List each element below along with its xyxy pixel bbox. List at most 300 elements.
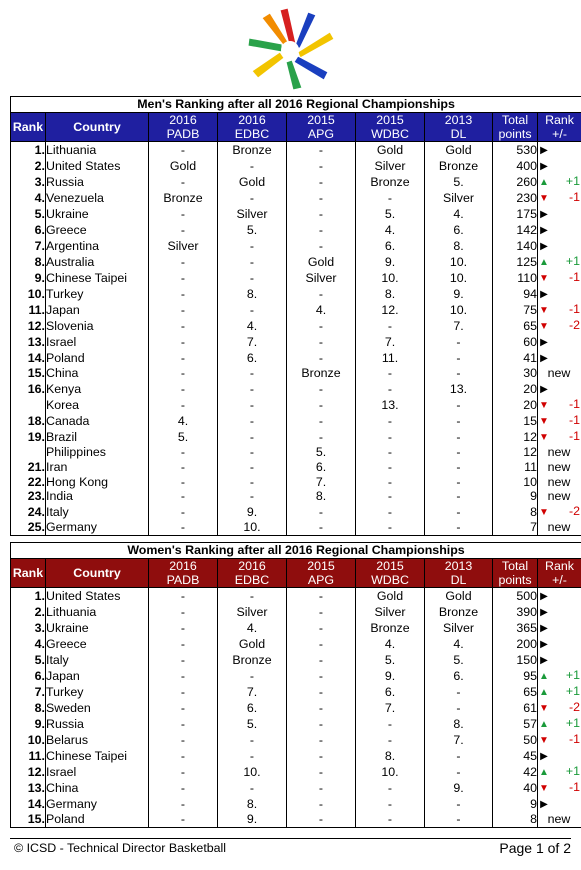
wdbc-cell: - [356,716,425,732]
wdbc-cell: 5. [356,652,425,668]
total-points-header: Total points [493,112,538,141]
table-row [11,520,581,535]
wdbc-cell: - [356,504,425,520]
dl-cell: 7. [425,318,493,334]
rank-cell: 11. [11,302,46,318]
new-entry-label: new [547,489,571,504]
dl-cell: 5. [425,174,493,190]
table-row [11,764,581,780]
rank-change-cell [538,206,581,222]
edbc-cell: Bronze [218,652,287,668]
men-ranking-table [10,96,581,536]
total-points-cell: 390 [493,604,538,620]
rank-change-cell [538,748,581,764]
country-cell: Australia [46,254,149,270]
rank-change-cell [538,668,581,684]
padb-cell: - [149,334,218,350]
country-cell: Philippines [46,445,149,460]
wdbc-cell: - [356,190,425,206]
rank-change-cell [538,520,581,535]
rank-change-cell [538,587,581,604]
rank-cell: 6. [11,222,46,238]
right-triangle-icon: ▶ [540,383,548,395]
padb-cell: - [149,764,218,780]
total-points-cell: 175 [493,206,538,222]
apg-cell: - [287,604,356,620]
rank-change-cell [538,445,581,460]
rank-cell: 11. [11,748,46,764]
wdbc-cell: Bronze [356,174,425,190]
wdbc-cell: Silver [356,604,425,620]
women-ranking-table [10,542,581,828]
total-points-cell: 30 [493,366,538,381]
total-points-cell: 140 [493,238,538,254]
wdbc-cell: Bronze [356,620,425,636]
padb-cell: - [149,620,218,636]
table-row [11,254,581,270]
down-triangle-icon: ▼ [539,702,549,714]
padb-cell: - [149,270,218,286]
country-header: Country [46,558,149,587]
dl-cell: 7. [425,732,493,748]
apg-cell: - [287,413,356,429]
country-cell: Slovenia [46,318,149,334]
down-triangle-icon: ▼ [539,399,549,411]
apg-cell: - [287,764,356,780]
rank-change-cell [538,796,581,812]
edbc-cell: - [218,780,287,796]
down-triangle-icon: ▼ [539,320,549,332]
padb-cell: - [149,700,218,716]
down-triangle-icon: ▼ [539,734,549,746]
total-points-cell: 15 [493,413,538,429]
dl-cell: 10. [425,302,493,318]
wdbc-cell: 8. [356,286,425,302]
edbc-cell: - [218,158,287,174]
country-cell: Chinese Taipei [46,748,149,764]
apg-header: 2015 APG [287,112,356,141]
right-triangle-icon: ▶ [540,590,548,602]
edbc-cell: 4. [218,620,287,636]
rank-change-cell [538,764,581,780]
edbc-cell: - [218,459,287,474]
wdbc-cell: 8. [356,748,425,764]
table-row [11,206,581,222]
padb-cell: - [149,812,218,827]
total-points-cell: 12 [493,445,538,460]
wdbc-cell: - [356,780,425,796]
rank-change-cell [538,489,581,504]
edbc-cell: - [218,587,287,604]
rank-cell: 23. [11,489,46,504]
dl-cell: - [425,700,493,716]
rank-change-cell [538,302,581,318]
edbc-cell: - [218,270,287,286]
rank-cell: 12. [11,764,46,780]
country-cell: China [46,780,149,796]
dl-cell: - [425,796,493,812]
rank-change-cell [538,413,581,429]
rank-change-header: Rank +/- [538,558,581,587]
up-triangle-icon: ▲ [539,176,549,188]
dl-cell: - [425,429,493,445]
table-row [11,748,581,764]
rank-change-value: -1 [568,301,580,316]
rank-cell: 18. [11,413,46,429]
edbc-cell: - [218,238,287,254]
footer-copyright: © ICSD - Technical Director Basketball [14,841,227,855]
apg-cell: - [287,286,356,302]
total-points-cell: 65 [493,318,538,334]
total-points-header: Total points [493,558,538,587]
rank-cell: 5. [11,206,46,222]
edbc-cell: Silver [218,206,287,222]
men-header-row [11,112,581,141]
right-triangle-icon: ▶ [540,352,548,364]
table-row [11,716,581,732]
padb-cell: Silver [149,238,218,254]
rank-cell: 4. [11,190,46,206]
padb-cell: - [149,141,218,158]
rank-cell: 21. [11,459,46,474]
edbc-cell: Silver [218,604,287,620]
apg-cell: - [287,668,356,684]
right-triangle-icon: ▶ [540,208,548,220]
padb-cell: - [149,318,218,334]
wdbc-cell: 6. [356,684,425,700]
apg-cell: 6. [287,459,356,474]
dl-cell: - [425,413,493,429]
rank-change-value: -1 [568,412,580,427]
table-row [11,652,581,668]
country-cell: Poland [46,350,149,366]
wdbc-cell: 9. [356,254,425,270]
table-row [11,318,581,334]
table-row [11,668,581,684]
table-row [11,286,581,302]
country-cell: Japan [46,668,149,684]
rank-change-cell [538,397,581,413]
padb-cell: - [149,381,218,397]
rank-cell: 24. [11,504,46,520]
edbc-cell: 5. [218,222,287,238]
rank-cell: 6. [11,668,46,684]
dl-cell: Gold [425,587,493,604]
padb-cell: - [149,350,218,366]
country-cell: Russia [46,174,149,190]
total-points-cell: 9 [493,489,538,504]
apg-cell: 7. [287,474,356,489]
wdbc-header: 2015 WDBC [356,112,425,141]
table-row [11,700,581,716]
total-points-cell: 12 [493,429,538,445]
edbc-cell: - [218,748,287,764]
rank-change-value: -1 [568,428,580,443]
table-row [11,190,581,206]
right-triangle-icon: ▶ [540,240,548,252]
rank-header: Rank [11,112,46,141]
rank-cell: 12. [11,318,46,334]
rank-cell: 8. [11,254,46,270]
edbc-cell: 6. [218,350,287,366]
wdbc-cell: Gold [356,141,425,158]
country-cell: Germany [46,520,149,535]
edbc-cell: 6. [218,700,287,716]
table-row [11,334,581,350]
edbc-cell: Bronze [218,141,287,158]
rank-cell: 14. [11,350,46,366]
rank-change-value: -1 [568,269,580,284]
country-cell: Venezuela [46,190,149,206]
wdbc-cell: - [356,520,425,535]
down-triangle-icon: ▼ [539,431,549,443]
rank-cell: 25. [11,520,46,535]
right-triangle-icon: ▶ [540,144,548,156]
dl-cell: 6. [425,668,493,684]
rank-cell: 7. [11,684,46,700]
apg-cell: Gold [287,254,356,270]
rank-cell: 19. [11,429,46,445]
rank-change-cell [538,700,581,716]
apg-cell: - [287,732,356,748]
rank-cell: 9. [11,716,46,732]
wdbc-cell: 4. [356,222,425,238]
edbc-cell: 8. [218,796,287,812]
wdbc-cell: - [356,366,425,381]
dl-cell: Bronze [425,604,493,620]
footer-divider [10,838,571,839]
down-triangle-icon: ▼ [539,506,549,518]
new-entry-label: new [547,520,571,535]
country-cell: Brazil [46,429,149,445]
rank-change-cell [538,716,581,732]
padb-header: 2016 PADB [149,112,218,141]
total-points-cell: 50 [493,732,538,748]
padb-cell: Bronze [149,190,218,206]
rank-change-cell [538,286,581,302]
table-row [11,796,581,812]
apg-cell: - [287,318,356,334]
rank-cell: 7. [11,238,46,254]
padb-cell: - [149,636,218,652]
total-points-cell: 20 [493,397,538,413]
wdbc-cell: 5. [356,206,425,222]
padb-cell: - [149,668,218,684]
rank-cell: 14. [11,796,46,812]
rank-change-cell [538,459,581,474]
right-triangle-icon: ▶ [540,160,548,172]
rank-change-cell [538,366,581,381]
rank-cell: 13. [11,780,46,796]
rank-cell: 22. [11,474,46,489]
rank-change-cell [538,504,581,520]
apg-cell: - [287,334,356,350]
apg-cell: 5. [287,445,356,460]
edbc-cell: - [218,732,287,748]
rank-cell [11,397,46,413]
padb-cell: - [149,748,218,764]
apg-cell: - [287,780,356,796]
padb-cell: - [149,504,218,520]
table-row [11,366,581,381]
table-row [11,222,581,238]
rank-cell: 2. [11,604,46,620]
edbc-cell: 8. [218,286,287,302]
country-cell: Russia [46,716,149,732]
rank-cell: 4. [11,636,46,652]
table-row [11,158,581,174]
table-row [11,302,581,318]
table-row [11,504,581,520]
rank-cell: 1. [11,141,46,158]
dl-cell: - [425,366,493,381]
dl-cell: - [425,445,493,460]
total-points-cell: 75 [493,302,538,318]
wdbc-cell: - [356,489,425,504]
down-triangle-icon: ▼ [539,415,549,427]
edbc-cell: - [218,190,287,206]
edbc-cell: 5. [218,716,287,732]
rank-cell: 15. [11,812,46,827]
apg-cell: - [287,700,356,716]
women-table-title: Women's Ranking after all 2016 Regional Championships [11,543,581,559]
rank-change-cell [538,270,581,286]
table-row [11,381,581,397]
country-cell: Hong Kong [46,474,149,489]
right-triangle-icon: ▶ [540,288,548,300]
right-triangle-icon: ▶ [540,654,548,666]
country-cell: Canada [46,413,149,429]
table-row [11,684,581,700]
rank-change-cell [538,620,581,636]
dl-cell: 5. [425,652,493,668]
wdbc-cell: Gold [356,587,425,604]
country-cell: Greece [46,636,149,652]
wdbc-cell: - [356,318,425,334]
edbc-cell: 9. [218,504,287,520]
rank-change-cell [538,684,581,700]
up-triangle-icon: ▲ [539,718,549,730]
padb-cell: - [149,684,218,700]
country-cell: Lithuania [46,141,149,158]
padb-cell: - [149,459,218,474]
table-row [11,636,581,652]
total-points-cell: 8 [493,812,538,827]
wdbc-cell: - [356,812,425,827]
table-row [11,780,581,796]
country-cell: China [46,366,149,381]
padb-cell: - [149,780,218,796]
down-triangle-icon: ▼ [539,192,549,204]
rank-change-value: -1 [568,731,580,746]
country-cell: Turkey [46,684,149,700]
rank-change-cell [538,190,581,206]
apg-cell: - [287,381,356,397]
rank-change-value: +1 [565,173,580,188]
rank-cell: 5. [11,652,46,668]
rank-change-value: +1 [565,253,580,268]
country-cell: United States [46,158,149,174]
dl-cell: - [425,350,493,366]
wdbc-cell: - [356,474,425,489]
rank-cell: 1. [11,587,46,604]
rank-change-cell [538,238,581,254]
wdbc-cell: Silver [356,158,425,174]
total-points-cell: 45 [493,748,538,764]
rank-header: Rank [11,558,46,587]
table-row [11,397,581,413]
country-cell: Japan [46,302,149,318]
page-number: Page 1 of 2 [499,840,571,856]
rank-change-value: +1 [565,667,580,682]
dl-cell: 6. [425,222,493,238]
wdbc-cell: - [356,429,425,445]
edbc-cell: 10. [218,764,287,780]
dl-cell: Silver [425,190,493,206]
edbc-cell: - [218,302,287,318]
total-points-cell: 230 [493,190,538,206]
total-points-cell: 9 [493,796,538,812]
dl-cell: - [425,489,493,504]
edbc-cell: - [218,429,287,445]
rank-cell: 8. [11,700,46,716]
dl-cell: 4. [425,206,493,222]
rank-change-cell [538,429,581,445]
down-triangle-icon: ▼ [539,782,549,794]
down-triangle-icon: ▼ [539,304,549,316]
table-row [11,350,581,366]
apg-cell: - [287,652,356,668]
wdbc-cell: 9. [356,668,425,684]
country-cell: United States [46,587,149,604]
rank-cell: 10. [11,732,46,748]
apg-cell: - [287,587,356,604]
country-cell: Korea [46,397,149,413]
rank-change-value: -2 [568,699,580,714]
wdbc-cell: - [356,459,425,474]
dl-cell: 10. [425,254,493,270]
rank-change-cell [538,652,581,668]
new-entry-label: new [547,459,571,474]
rank-change-cell [538,254,581,270]
table-row [11,604,581,620]
up-triangle-icon: ▲ [539,670,549,682]
dl-cell: - [425,748,493,764]
total-points-cell: 95 [493,668,538,684]
country-cell: Ukraine [46,620,149,636]
wdbc-cell: - [356,732,425,748]
rank-change-value: -1 [568,189,580,204]
total-points-cell: 40 [493,780,538,796]
new-entry-label: new [547,812,571,827]
rank-cell: 15. [11,366,46,381]
country-cell: Greece [46,222,149,238]
apg-cell: - [287,429,356,445]
rank-change-cell [538,474,581,489]
wdbc-cell: 7. [356,334,425,350]
table-row [11,429,581,445]
apg-cell: - [287,206,356,222]
total-points-cell: 61 [493,700,538,716]
wdbc-header: 2015 WDBC [356,558,425,587]
wdbc-cell: 7. [356,700,425,716]
country-cell: Argentina [46,238,149,254]
apg-cell: - [287,796,356,812]
edbc-cell: 10. [218,520,287,535]
total-points-cell: 57 [493,716,538,732]
total-points-cell: 365 [493,620,538,636]
apg-cell: - [287,350,356,366]
